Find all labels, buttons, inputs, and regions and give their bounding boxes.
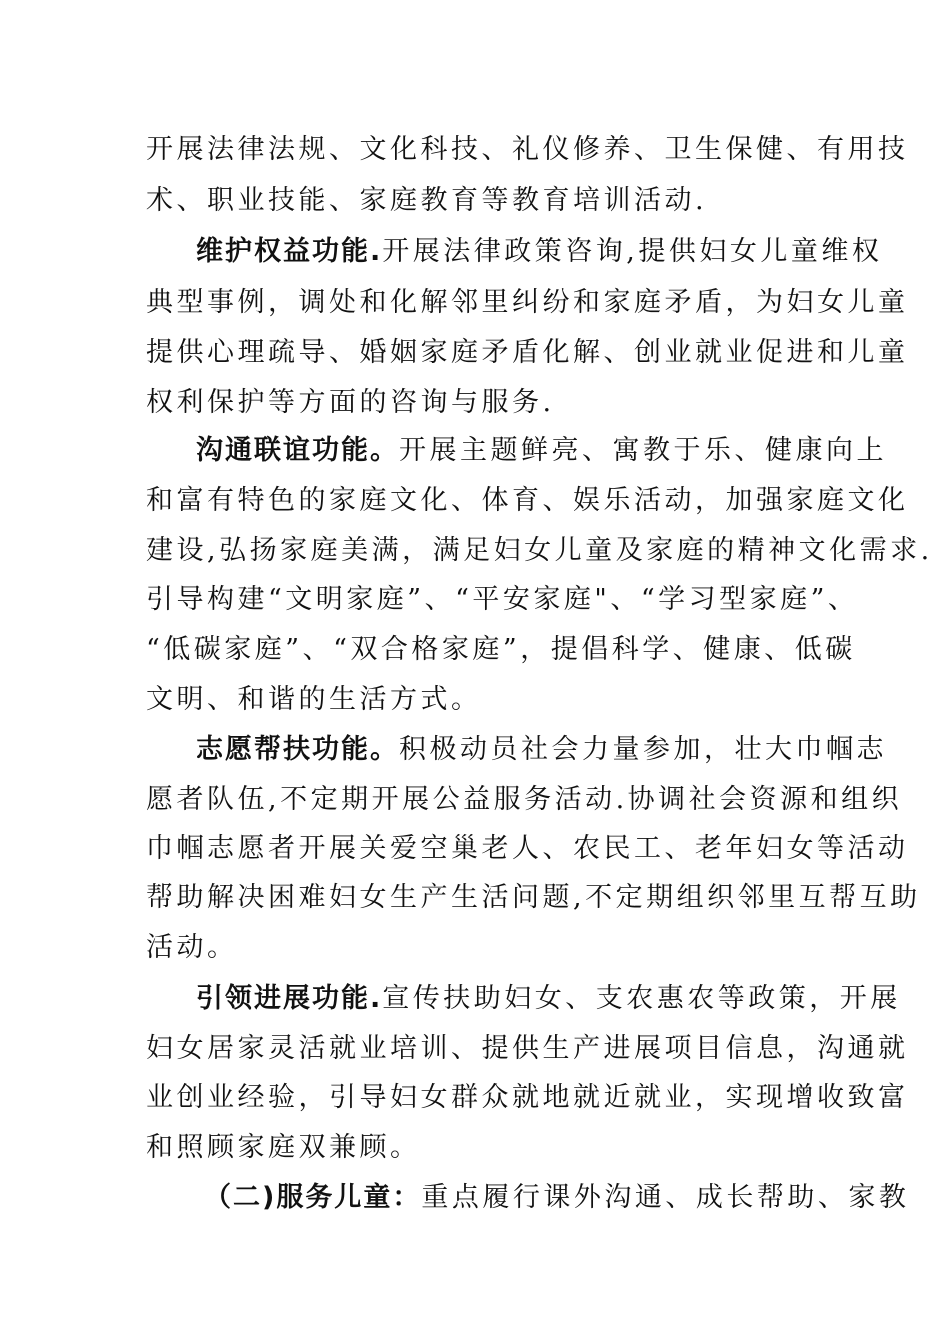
- paragraph-first-line: [196, 234, 883, 270]
- section-heading: 志愿帮扶功能。: [196, 734, 399, 765]
- section-heading: 引领进展功能.: [196, 983, 383, 1014]
- text-run: 开展法律政策咨询,提供妇女儿童维权: [382, 236, 883, 267]
- text-line: 妇女居家灵活就业培训、提供生产进展项目信息，沟通就: [146, 1033, 909, 1064]
- text-line: 提供心理疏导、婚姻家庭矛盾化解、创业就业促进和儿童: [146, 337, 909, 368]
- text-line: 和照顾家庭双兼顾。: [146, 1132, 421, 1163]
- section-heading: 维护权益功能.: [196, 236, 383, 267]
- text-line: 权利保护等方面的咨询与服务.: [146, 387, 555, 418]
- paragraph-first-line: [196, 732, 887, 768]
- text-line: 引导构建“文明家庭”、“平安家庭"、“学习型家庭”、: [146, 584, 859, 615]
- text-line: 典型事例，调处和化解邻里纠纷和家庭矛盾，为妇女儿童: [146, 287, 909, 318]
- text-line: 活动。: [146, 932, 238, 963]
- section-heading: 沟通联谊功能。: [196, 435, 399, 466]
- text-run: 重点履行课外沟通、成长帮助、家教: [421, 1182, 910, 1213]
- text-run: 宣传扶助妇女、支农惠农等政策，开展: [382, 983, 901, 1014]
- text-line: 巾帼志愿者开展关爱空巢老人、农民工、老年妇女等活动: [146, 833, 909, 864]
- paragraph-first-line: [204, 1180, 910, 1216]
- paragraph-first-line: [196, 981, 901, 1017]
- text-line: 术、职业技能、家庭教育等教育培训活动.: [146, 185, 708, 216]
- text-line: 文明、和谐的生活方式。: [146, 684, 482, 715]
- text-line: “低碳家庭”、“双合格家庭”，提倡科学、健康、低碳: [146, 634, 856, 665]
- text-line: 和富有特色的家庭文化、体育、娱乐活动，加强家庭文化: [146, 485, 909, 516]
- text-run: 开展主题鲜亮、寓教于乐、健康向上: [399, 435, 887, 466]
- paragraph-first-line: [196, 433, 887, 469]
- text-line: 建设,弘扬家庭美满，满足妇女儿童及家庭的精神文化需求.: [146, 535, 933, 566]
- text-line: 愿者队伍,不定期开展公益服务活动.协调社会资源和组织: [146, 784, 903, 815]
- text-line: 开展法律法规、文化科技、礼仪修养、卫生保健、有用技: [146, 134, 909, 165]
- text-line: 帮助解决困难妇女生产生活问题,不定期组织邻里互帮互助: [146, 882, 921, 913]
- section-heading: （二)服务儿童：: [204, 1182, 422, 1213]
- text-run: 积极动员社会力量参加，壮大巾帼志: [399, 734, 887, 765]
- text-line: 业创业经验，引导妇女群众就地就近就业，实现增收致富: [146, 1082, 909, 1113]
